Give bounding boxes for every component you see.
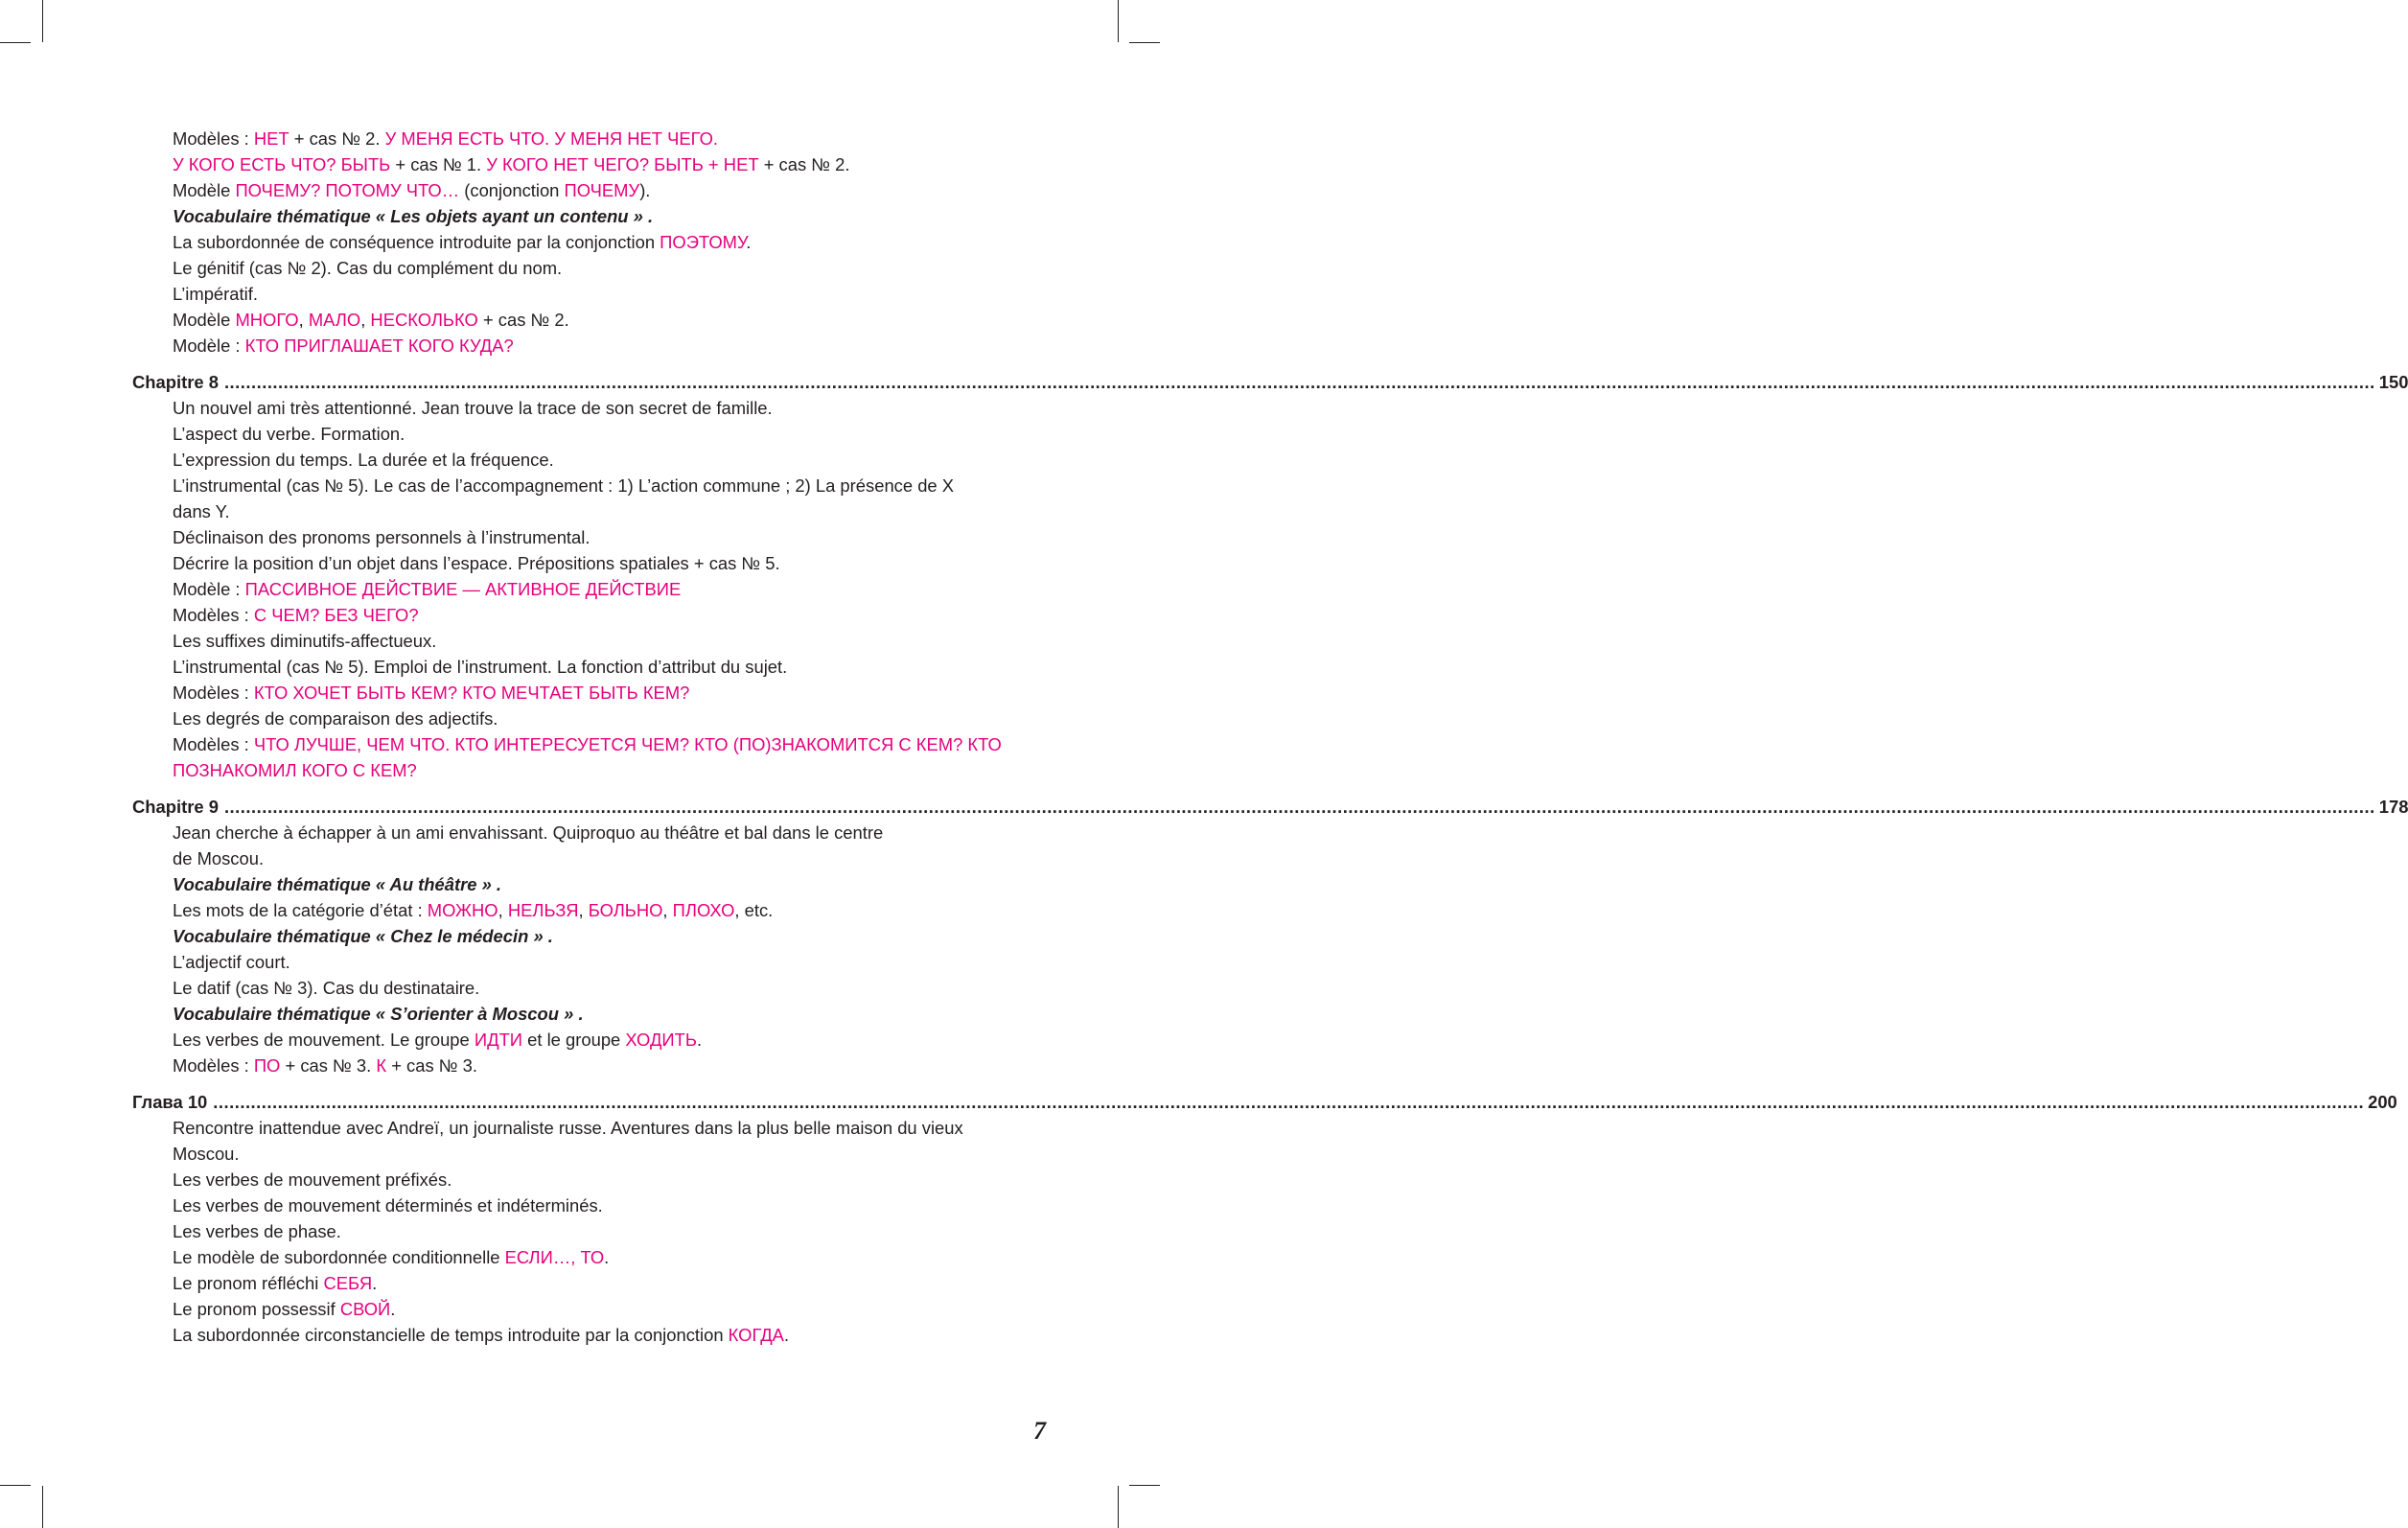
entry-text: , <box>498 900 508 920</box>
toc-entry <box>173 424 1030 445</box>
russian-term: К <box>376 1055 387 1076</box>
entry-text: Vocabulaire thématique « Au théâtre » . <box>173 874 502 894</box>
toc-entry <box>173 450 1030 471</box>
crop-mark <box>1129 1485 1160 1486</box>
entry-text: Les verbes de mouvement préfixés. <box>173 1169 452 1190</box>
crop-mark <box>1129 42 1160 43</box>
entry-text: + cas № 3. <box>386 1055 477 1076</box>
entry-text: L’adjectif court. <box>173 952 290 972</box>
toc-entry <box>173 284 1030 305</box>
entry-text: Modèle : <box>173 579 245 599</box>
toc-entry <box>173 1299 1030 1320</box>
entry-text: L’instrumental (cas № 5). Le cas de l’accompagnement : 1) L’action commune ; 2) La présence de X <box>173 475 955 496</box>
entry-text: . <box>372 1273 378 1293</box>
toc-entry <box>173 900 1030 921</box>
russian-term: СЕБЯ <box>323 1273 373 1293</box>
russian-term: ПОЗНАКОМИЛ КОГО С КЕМ? <box>173 760 417 780</box>
toc-entry <box>173 760 1030 781</box>
toc-entry <box>173 1221 1030 1242</box>
toc-entry <box>173 822 1030 844</box>
toc-entry <box>173 527 1030 548</box>
entry-text: La subordonnée de conséquence introduite par la conjonction <box>173 232 660 252</box>
chapter-heading <box>132 797 2408 818</box>
toc-entry <box>173 1195 1030 1216</box>
entry-text: , <box>578 900 589 920</box>
entry-text: . <box>604 1247 610 1267</box>
russian-term: ПО <box>253 1055 281 1076</box>
chapter-title: Глава 10 <box>132 1092 208 1112</box>
toc-entry <box>173 336 1030 357</box>
russian-term: БОЛЬНО <box>588 900 663 920</box>
entry-text: ). <box>639 180 651 200</box>
chapter-page-number: 200 <box>2368 1092 2397 1112</box>
entry-text: + cas № 2. <box>758 154 850 174</box>
entry-text: Les verbes de mouvement. Le groupe <box>173 1030 475 1050</box>
crop-mark <box>0 42 31 43</box>
entry-text: . <box>696 1030 703 1050</box>
entry-text: et le groupe <box>522 1030 626 1050</box>
vocabulary-topic <box>173 206 1030 227</box>
russian-term: ПОЭТОМУ <box>660 232 747 252</box>
entry-text: Les degrés de comparaison des adjectifs. <box>173 708 498 729</box>
chapter-title: Chapitre 9 <box>132 797 219 817</box>
entry-text: L’instrumental (cas № 5). Emploi de l’instrument. La fonction d’attribut du sujet. <box>173 657 788 677</box>
russian-term: ПОЧЕМУ? ПОТОМУ ЧТО… <box>235 180 460 200</box>
russian-term: ПОЧЕМУ <box>564 180 640 200</box>
entry-text: , <box>360 310 371 330</box>
entry-text: Le datif (cas № 3). Cas du destinataire. <box>173 978 480 998</box>
russian-term: КОГДА <box>728 1325 784 1345</box>
entry-text: L’expression du temps. La durée et la fréquence. <box>173 450 554 470</box>
leader-dots: ................................................................................................................................................................................................................................................................................................................................................................................................................ <box>213 1092 2365 1112</box>
toc-entry <box>173 848 1030 869</box>
entry-text: . <box>390 1299 396 1319</box>
russian-term: СВОЙ <box>339 1299 391 1319</box>
crop-mark <box>0 1485 31 1486</box>
russian-term: КТО ХОЧЕТ БЫТЬ КЕМ? КТО МЕЧТАЕТ БЫТЬ КЕМ? <box>253 683 690 703</box>
toc-entry <box>173 708 1030 729</box>
russian-term: МОЖНО <box>427 900 498 920</box>
chapter-heading <box>132 1092 2397 1113</box>
russian-term: ИДТИ <box>474 1030 523 1050</box>
entry-text: Rencontre inattendue avec Andreï, un journaliste russe. Aventures dans la plus belle maison du vieux <box>173 1118 963 1138</box>
russian-term: У КОГО ЕСТЬ ЧТО? БЫТЬ <box>173 154 391 174</box>
entry-text: , etc. <box>734 900 774 920</box>
crop-mark <box>1118 1486 1119 1528</box>
toc-entry <box>173 605 1030 626</box>
vocabulary-topic <box>173 874 1030 895</box>
toc-entry <box>173 310 1030 331</box>
entry-text: Le modèle de subordonnée conditionnelle <box>173 1247 505 1267</box>
entry-text: Moscou. <box>173 1144 240 1164</box>
entry-text: (conjonction <box>459 180 565 200</box>
toc-entry <box>173 683 1030 704</box>
entry-text: Modèles : <box>173 683 254 703</box>
toc-entry <box>173 154 1030 175</box>
toc-entry <box>173 180 1030 201</box>
entry-text: Le pronom réfléchi <box>173 1273 324 1293</box>
entry-text: Les mots de la catégorie d’état : <box>173 900 428 920</box>
chapter-page-number: 150 <box>2378 372 2408 392</box>
entry-text: Les verbes de phase. <box>173 1221 341 1241</box>
russian-term: МНОГО <box>235 310 299 330</box>
toc-entry <box>173 1169 1030 1191</box>
entry-text: Modèles : <box>173 128 254 149</box>
leader-dots: ................................................................................................................................................................................................................................................................................................................................................................................................................ <box>223 372 2375 392</box>
page-number: 7 <box>1033 1417 1046 1445</box>
russian-term: МАЛО <box>308 310 361 330</box>
entry-text: L’impératif. <box>173 284 258 304</box>
russian-term: ХОДИТЬ <box>625 1030 697 1050</box>
toc-entry <box>173 128 1030 150</box>
entry-text: + cas № 1. <box>390 154 487 174</box>
toc-entry <box>173 1144 1030 1165</box>
toc-entry <box>173 657 1030 678</box>
toc-entry <box>173 501 1030 522</box>
entry-text: Le génitif (cas № 2). Cas du complément du nom. <box>173 258 563 278</box>
russian-term: ЧТО ЛУЧШЕ, ЧЕМ ЧТО. КТО ИНТЕРЕСУЕТСЯ ЧЕМ? КТО (ПО)ЗНАКОМИТСЯ С КЕМ? КТО <box>253 734 1002 754</box>
russian-term: НЕСКОЛЬКО <box>370 310 478 330</box>
toc-entry <box>173 1325 1030 1346</box>
crop-mark <box>42 0 43 42</box>
entry-text: + cas № 2. <box>289 128 385 149</box>
crop-mark <box>1118 0 1119 42</box>
toc-entry <box>173 1273 1030 1294</box>
russian-term: ПЛОХО <box>672 900 735 920</box>
chapter-page-number: 178 <box>2378 797 2408 817</box>
entry-text: . <box>783 1325 790 1345</box>
entry-text: Déclinaison des pronoms personnels à l’instrumental. <box>173 527 590 547</box>
russian-term: ЕСЛИ…, ТО <box>504 1247 605 1267</box>
entry-text: Un nouvel ami très attentionné. Jean trouve la trace de son secret de famille. <box>173 398 773 418</box>
entry-text: Modèles : <box>173 734 254 754</box>
toc-entry <box>173 579 1030 600</box>
toc-entry <box>173 1030 1030 1051</box>
entry-text: L’aspect du verbe. Formation. <box>173 424 405 444</box>
leader-dots: ................................................................................................................................................................................................................................................................................................................................................................................................................ <box>223 797 2375 817</box>
russian-term: НЕЛЬЗЯ <box>507 900 579 920</box>
toc-entry <box>173 398 1030 419</box>
toc-entry <box>173 631 1030 652</box>
crop-mark <box>42 1486 43 1528</box>
entry-text: . <box>746 232 752 252</box>
entry-text: Modèle <box>173 310 236 330</box>
toc-entry <box>173 952 1030 973</box>
entry-text: Les suffixes diminutifs-affectueux. <box>173 631 437 651</box>
toc-entry <box>173 1055 1030 1077</box>
toc-entry <box>173 258 1030 279</box>
entry-text: + cas № 3. <box>280 1055 377 1076</box>
entry-text: , <box>298 310 309 330</box>
entry-text: Vocabulaire thématique « Les objets ayant un contenu » . <box>173 206 654 226</box>
entry-text: La subordonnée circonstancielle de temps introduite par la conjonction <box>173 1325 729 1345</box>
russian-term: С ЧЕМ? БЕЗ ЧЕГО? <box>253 605 419 625</box>
entry-text: Les verbes de mouvement déterminés et indéterminés. <box>173 1195 603 1215</box>
entry-text: + cas № 2. <box>477 310 569 330</box>
russian-term: НЕТ <box>253 128 289 149</box>
entry-text: Le pronom possessif <box>173 1299 340 1319</box>
entry-text: de Moscou. <box>173 848 265 868</box>
entry-text: Modèles : <box>173 1055 254 1076</box>
entry-text: Modèle : <box>173 336 245 356</box>
toc-entry <box>173 1118 1030 1139</box>
toc-entry <box>173 978 1030 999</box>
toc-entry <box>173 475 1030 497</box>
entry-text: Modèle <box>173 180 236 200</box>
entry-text: Vocabulaire thématique « S’orienter à Moscou » . <box>173 1004 584 1024</box>
chapter-title: Chapitre 8 <box>132 372 219 392</box>
toc-entry <box>173 1247 1030 1268</box>
entry-text: Modèles : <box>173 605 254 625</box>
toc-entry <box>173 232 1030 253</box>
entry-text: Décrire la position d’un objet dans l’espace. Prépositions spatiales + cas № 5. <box>173 553 780 573</box>
vocabulary-topic <box>173 926 1030 947</box>
toc-entry <box>173 734 1030 755</box>
entry-text: Vocabulaire thématique « Chez le médecin » . <box>173 926 553 946</box>
russian-term: У КОГО НЕТ ЧЕГО? БЫТЬ + НЕТ <box>486 154 759 174</box>
entry-text: dans Y. <box>173 501 230 521</box>
russian-term: У МЕНЯ ЕСТЬ ЧТО. У МЕНЯ НЕТ ЧЕГО. <box>384 128 719 149</box>
toc-entry <box>173 553 1030 574</box>
russian-term: ПАССИВНОЕ ДЕЙСТВИЕ — АКТИВНОЕ ДЕЙСТВИЕ <box>244 579 682 599</box>
vocabulary-topic <box>173 1004 1030 1025</box>
chapter-heading <box>132 372 2408 393</box>
entry-text: Jean cherche à échapper à un ami envahissant. Quiproquo au théâtre et bal dans le centre <box>173 822 884 843</box>
entry-text: , <box>662 900 673 920</box>
russian-term: КТО ПРИГЛАШАЕТ КОГО КУДА? <box>244 336 514 356</box>
